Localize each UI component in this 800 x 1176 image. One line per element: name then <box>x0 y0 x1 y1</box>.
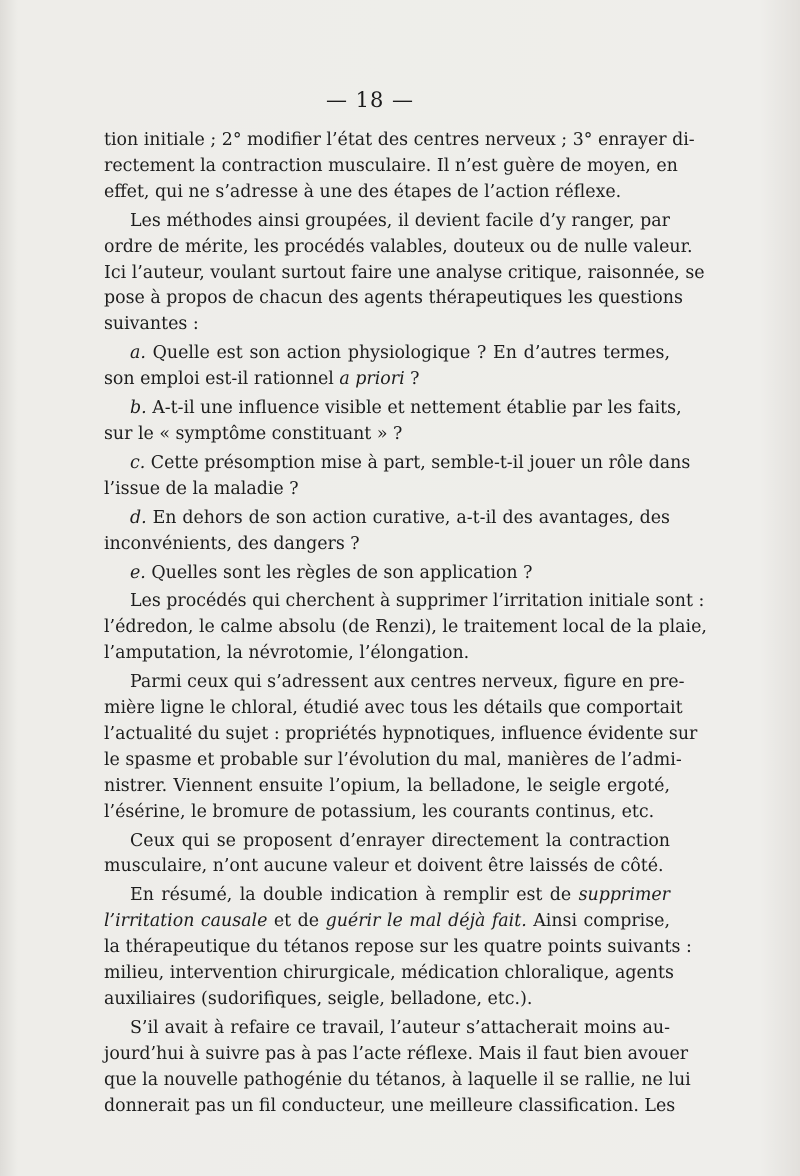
emphasis: guérir le mal déjà fait. <box>325 911 527 932</box>
text-line <box>104 396 682 422</box>
text-line: ordre de mérite, les procédés valables, douteux ou de nulle valeur. <box>104 236 693 257</box>
text-line: la thérapeutique du tétanos repose sur les quatre points suivants : <box>104 937 692 958</box>
list-marker: c. <box>130 452 151 473</box>
text-line: Les méthodes ainsi groupées, il devient facile d’y ranger, par <box>130 210 670 231</box>
line-text: Quelles sont les règles de son application ? <box>151 562 533 583</box>
text-line: le spasme et probable sur l’évolution du mal, manières de l’admi- <box>104 749 682 770</box>
list-marker: b. <box>130 398 153 419</box>
text-line: l’ésérine, le bromure de potassium, les courants continus, etc. <box>104 801 655 822</box>
paragraph <box>104 128 695 206</box>
paragraph <box>104 561 670 587</box>
paragraph <box>104 209 705 339</box>
text-line: Parmi ceux qui s’adressent aux centres nerveux, figure en pre- <box>130 672 685 693</box>
list-marker: e. <box>130 562 152 583</box>
text-line: sur le « symptôme constituant » ? <box>104 423 403 444</box>
paragraph <box>104 670 698 825</box>
text-line: suivantes : <box>104 314 199 335</box>
paragraph <box>104 829 670 881</box>
text-line <box>104 561 670 587</box>
text-line <box>104 909 670 935</box>
paragraph <box>104 1016 691 1120</box>
line-text: A-t-il une influence visible et nettement établie par les faits, <box>152 398 682 419</box>
paragraph <box>104 341 670 393</box>
line-text: En résumé, la double indication à remplir est de <box>130 885 579 906</box>
text-line: effet, qui ne s’adresse à une des étapes de l’action réflexe. <box>104 181 622 202</box>
paragraph <box>104 589 707 667</box>
text-line <box>104 506 670 532</box>
paragraph <box>104 396 682 448</box>
text-line: auxiliaires (sudorifiques, seigle, belladone, etc.). <box>104 989 533 1009</box>
text-line: Ceux qui se proposent d’enrayer directement la contraction <box>130 830 670 851</box>
text-line: jourd’hui à suivre pas à pas l’acte réflexe. Mais il faut bien avouer <box>104 1043 689 1064</box>
line-text: Ainsi comprise, <box>526 911 670 932</box>
emphasis: l’irritation causale <box>104 911 268 932</box>
paragraph <box>104 451 691 503</box>
line-text: et de <box>267 911 326 932</box>
text-line: musculaire, n’ont aucune valeur et doivent être laissés de côté. <box>104 856 664 877</box>
text-line <box>104 883 670 909</box>
text-line <box>104 451 691 477</box>
text-line: nistrer. Viennent ensuite l’opium, la belladone, le seigle ergoté, <box>104 775 670 796</box>
text-line: tion initiale ; 2° modifier l’état des centres nerveux ; 3° enrayer di- <box>104 130 695 150</box>
text-line: mière ligne le chloral, étudié avec tous les détails que comportait <box>104 698 683 719</box>
text-line: l’actualité du sujet : propriétés hypnotiques, influence évidente sur <box>104 723 698 744</box>
paragraph <box>104 883 692 1013</box>
text-line: inconvénients, des dangers ? <box>104 533 360 554</box>
text-line: S’il avait à refaire ce travail, l’auteur s’attacherait moins au- <box>130 1017 670 1038</box>
text-line: donnerait pas un fil conducteur, une meilleure classification. Les <box>104 1095 676 1116</box>
text-line: l’édredon, le calme absolu (de Renzi), le traitement local de la plaie, <box>104 617 707 638</box>
line-text: ? <box>404 369 420 390</box>
emphasis: supprimer <box>578 885 670 906</box>
list-marker: a. <box>130 343 153 364</box>
text-line: Ici l’auteur, voulant surtout faire une analyse critique, raisonnée, se <box>104 262 705 283</box>
line-text: Cette présomption mise à part, semble-t-il jouer un rôle dans <box>150 452 691 473</box>
line-text: son emploi est-il rationnel <box>104 369 340 390</box>
text-line: Les procédés qui cherchent à supprimer l’irritation initiale sont : <box>130 591 705 612</box>
text-line: que la nouvelle pathogénie du tétanos, à laquelle il se rallie, ne lui <box>104 1069 691 1090</box>
body-text <box>104 128 707 1120</box>
paragraph <box>104 506 670 558</box>
emphasis: a priori <box>339 369 405 390</box>
line-text: En dehors de son action curative, a-t-il des avantages, des <box>152 507 670 528</box>
text-line: l’issue de la maladie ? <box>104 478 299 499</box>
text-line <box>104 341 670 367</box>
page-number: — 18 — <box>325 88 415 112</box>
text-line: l’amputation, la névrotomie, l’élongation. <box>104 643 470 664</box>
line-text: Quelle est son action physiologique ? En d’autres termes, <box>152 343 670 364</box>
text-line: milieu, intervention chirurgicale, médication chloralique, agents <box>104 963 674 984</box>
text-line: pose à propos de chacun des agents thérapeutiques les questions <box>104 288 683 309</box>
text-line: rectement la contraction musculaire. Il n’est guère de moyen, en <box>104 155 678 176</box>
text-line <box>104 367 670 393</box>
list-marker: d. <box>130 507 153 528</box>
